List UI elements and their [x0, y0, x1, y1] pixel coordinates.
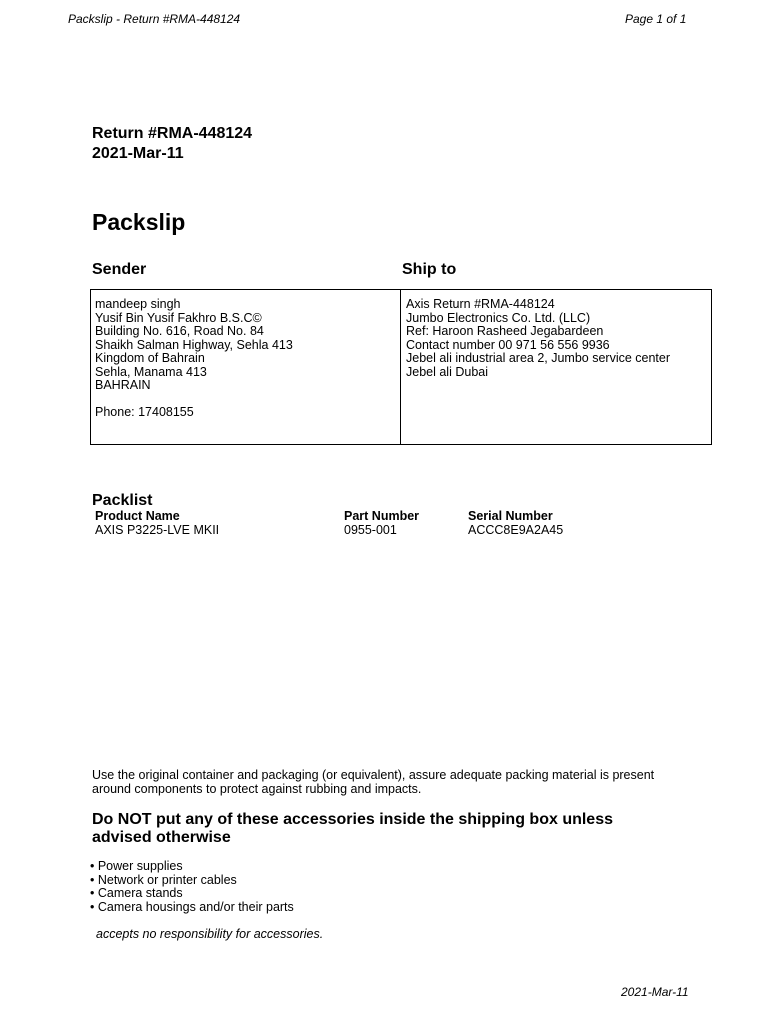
- sender-line: BAHRAIN: [95, 378, 151, 392]
- ship-to-heading: Ship to: [402, 261, 457, 278]
- list-item: • Network or printer cables: [90, 872, 237, 887]
- packing-note: [92, 769, 654, 796]
- ship-to-line: Jebel ali industrial area 2, Jumbo service center: [406, 351, 671, 365]
- page-header-title: Packslip - Return #RMA-448124: [68, 12, 241, 26]
- warning-line: advised otherwise: [92, 829, 231, 846]
- column-header-part-number: Part Number: [344, 509, 420, 523]
- sender-line: Yusif Bin Yusif Fakhro B.S.C©: [95, 310, 262, 325]
- footer-date: 2021-Mar-11: [621, 985, 689, 999]
- sender-phone: Phone: 17408155: [95, 405, 194, 419]
- warning-line: Do NOT put any of these accessories inside the shipping box unless: [92, 811, 613, 828]
- list-item: • Power supplies: [90, 859, 183, 873]
- sender-heading: Sender: [92, 261, 147, 278]
- table-cell-part-number: 0955-001: [344, 523, 397, 537]
- address-box: [90, 289, 712, 445]
- sender-line: Building No. 616, Road No. 84: [95, 324, 264, 338]
- ship-to-line: Ref: Haroon Rasheed Jegabardeen: [406, 324, 604, 338]
- column-header-serial-number: Serial Number: [468, 509, 553, 523]
- packlist-heading: Packlist: [92, 492, 153, 509]
- table-cell-product-name: AXIS P3225-LVE MKII: [95, 523, 220, 537]
- accessory-warning: [92, 811, 613, 847]
- address-divider: [400, 290, 401, 444]
- return-date: 2021-Mar-11: [92, 145, 184, 162]
- accessory-disclaimer: accepts no responsibility for accessories.: [96, 927, 324, 941]
- ship-to-line: Axis Return #RMA-448124: [406, 297, 555, 311]
- return-number: Return #RMA-448124: [92, 125, 253, 142]
- page-title: Packslip: [92, 209, 186, 235]
- accessory-list: [90, 860, 294, 914]
- page-number: Page 1 of 1: [625, 12, 687, 26]
- ship-to-address: [406, 298, 670, 379]
- ship-to-line: Jumbo Electronics Co. Ltd. (LLC): [406, 310, 591, 325]
- sender-line: mandeep singh: [95, 297, 181, 311]
- sender-address: [95, 298, 293, 420]
- list-item: • Camera housings and/or their parts: [90, 899, 294, 914]
- table-cell-serial-number: ACCC8E9A2A45: [468, 523, 564, 537]
- ship-to-line: Contact number 00 971 56 556 9936: [406, 337, 610, 352]
- sender-line: Kingdom of Bahrain: [95, 351, 205, 365]
- column-header-product-name: Product Name: [95, 509, 180, 523]
- ship-to-line: Jebel ali Dubai: [406, 364, 488, 379]
- list-item: • Camera stands: [90, 886, 183, 900]
- packing-note-line: around components to protect against rubbing and impacts.: [92, 781, 422, 796]
- packing-note-line: Use the original container and packaging (or equivalent), assure adequate packing material is present: [92, 768, 655, 782]
- sender-line: Sehla, Manama 413: [95, 364, 207, 379]
- sender-line: Shaikh Salman Highway, Sehla 413: [95, 337, 293, 352]
